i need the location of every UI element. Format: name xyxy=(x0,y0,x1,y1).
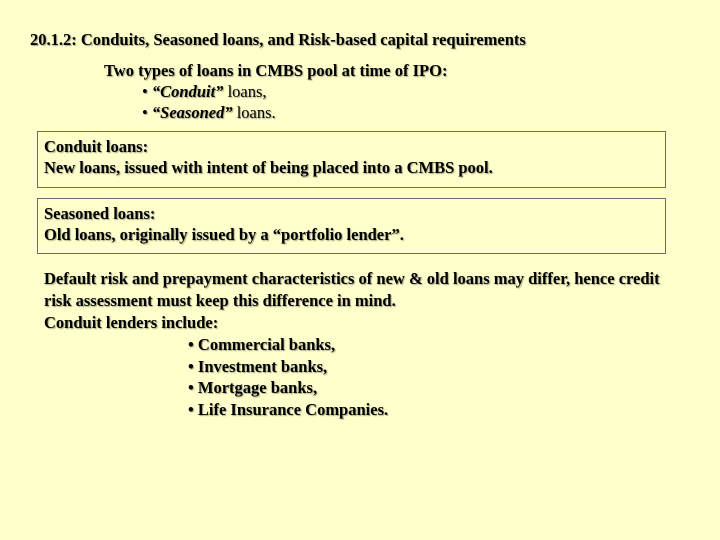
bullet-dot: • xyxy=(142,103,148,122)
intro-block xyxy=(104,60,447,123)
lenders-heading: Conduit lenders include: xyxy=(44,313,219,332)
intro-bullet-seasoned xyxy=(104,102,447,123)
lenders-list xyxy=(44,334,684,420)
list-item: • Mortgage banks, xyxy=(188,378,318,397)
bullet-quoted-term: “Seasoned” xyxy=(151,103,233,122)
risk-paragraph: Default risk and prepayment characteristics of new & old loans may differ, hence credit risk assessment must keep this difference in mind. xyxy=(44,269,660,310)
seasoned-loans-box xyxy=(37,198,666,254)
box-text: Old loans, originally issued by a “portfolio lender”. xyxy=(44,225,404,244)
bullet-rest: loans, xyxy=(223,82,267,101)
list-item: • Investment banks, xyxy=(188,356,328,376)
intro-bullet-conduit xyxy=(104,81,447,102)
bullet-quoted-term: “Conduit” xyxy=(151,82,224,101)
box-heading: Conduit loans: xyxy=(44,137,149,156)
list-item: • Life Insurance Companies. xyxy=(188,399,389,419)
slide-title: 20.1.2: Conduits, Seasoned loans, and Risk-based capital requirements xyxy=(30,30,526,49)
body-text xyxy=(44,268,684,420)
bullet-dot: • xyxy=(142,82,148,101)
list-item: • Commercial banks, xyxy=(188,335,336,354)
intro-lead: Two types of loans in CMBS pool at time of IPO: xyxy=(104,61,448,80)
box-heading: Seasoned loans: xyxy=(44,204,156,223)
bullet-rest: loans. xyxy=(232,103,276,122)
conduit-loans-box xyxy=(37,131,666,188)
box-text: New loans, issued with intent of being placed into a CMBS pool. xyxy=(44,158,493,177)
